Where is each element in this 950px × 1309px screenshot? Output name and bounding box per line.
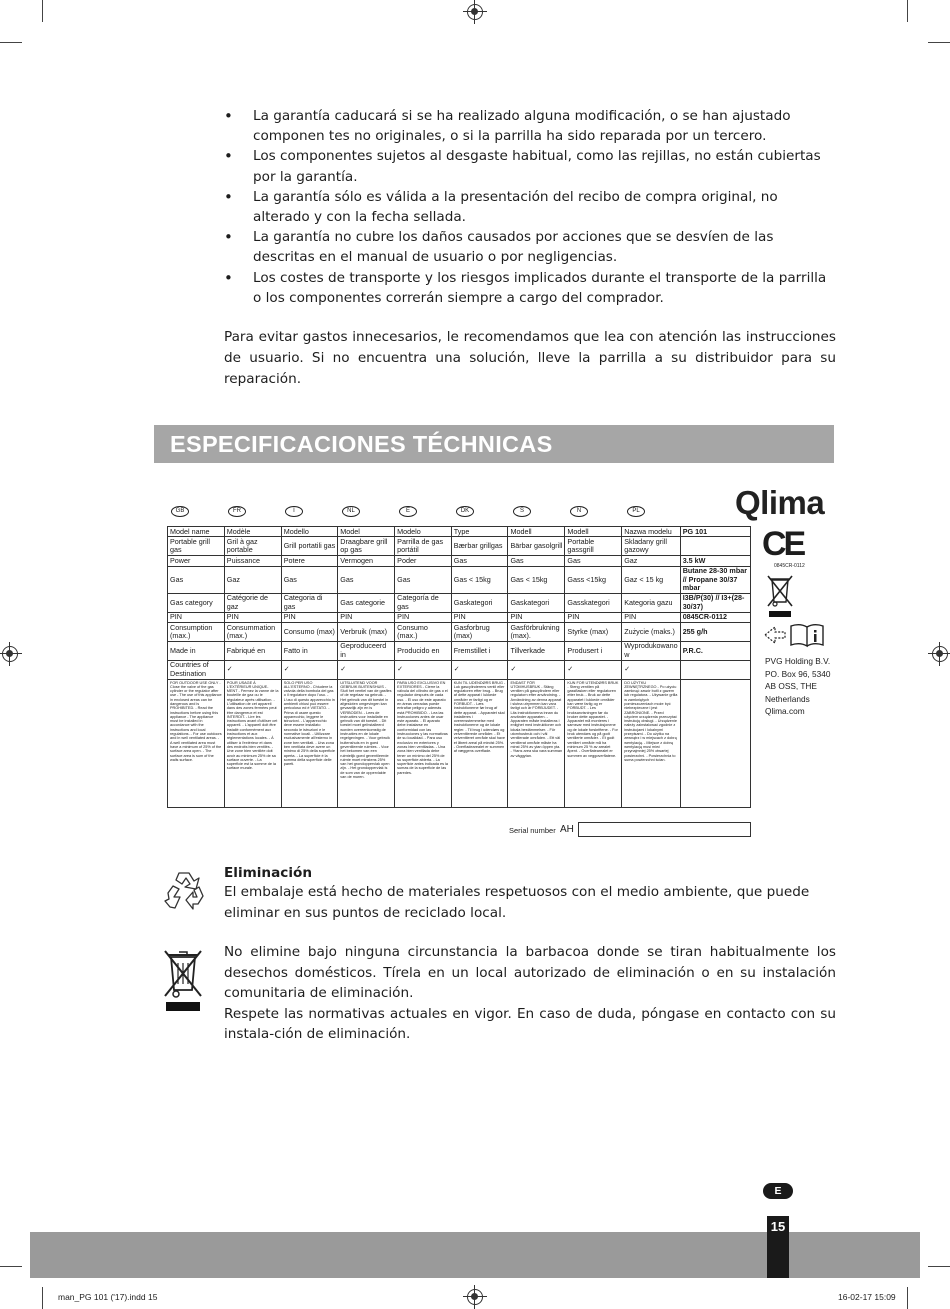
table-value-cell: 255 g/h xyxy=(680,623,750,642)
table-cell: PIN xyxy=(565,612,622,622)
table-cell: Categoria di gas xyxy=(281,593,338,612)
table-cell: Gasforbrug (max) xyxy=(451,623,508,642)
table-row xyxy=(168,623,751,642)
safety-note-cell: PARA USO EXCLUSIVO EN EXTERIORES - Cierre la válvula del cilindro de gas o el regulador después de cada uso. - El uso de este aparato en áreas cerradas puede entrañar peligro y además está PROHIBIDO. - Lea las instrucciones antes de usar este aparato. - El aparato debe instalarse en conformidad con las instrucciones y las normativas de su localidad. - Para uso exclusivo en exteriores y zonas bien ventiladas. - Una zona bien ventilada debe tener un mínimo del 25% de su superficie abierta. - La superficie antes indicada es la sumas de la superficie de las paredes. xyxy=(395,679,452,807)
table-cell: Fabriqué en xyxy=(224,641,281,660)
safety-note-cell: KUN FOR UTENDØRS BRUK - Steng ventilen på gassflasken eller regulatoren etter bruk. - Bruk av dette apparatet i lukkede områder kan være farlig og er FORBUDT. - Les bruksanvisningen før du bruker dette apparatet. - Apparatet må monteres i samsvar med instruksjonene og de lokale forskriftene. - For bruk utendørs og på godt ventilerte områder. - Et godt ventilert område må ha minimum 25 % av arealet åpent. - Overflatearealet er summen av veggoverflatene. xyxy=(565,679,622,807)
advice-paragraph: Para evitar gastos innecesarios, le recomendamos que lea con atención las instrucciones de usuario. Si no encuentra una solución, lleve la parrilla a su distribuidor para su reparación. xyxy=(224,329,836,387)
registration-mark-icon xyxy=(467,1289,483,1305)
crop-mark xyxy=(42,0,43,22)
table-cell: Geproduceerd in xyxy=(338,641,395,660)
crop-mark xyxy=(907,0,908,22)
table-cell: Potere xyxy=(281,556,338,566)
crop-mark xyxy=(42,1287,43,1309)
list-item: • La garantía caducará si se ha realizado alguna modificación, o se han ajustado componen tes no originales, o si la parrilla ha sido reparada por un tercero. xyxy=(224,106,836,146)
brand-logo: Qlima xyxy=(735,484,825,521)
page-number: 15 xyxy=(767,1216,789,1278)
language-codes xyxy=(167,506,707,520)
table-cell: Bærbar grillgas xyxy=(451,537,508,556)
table-cell: Grill portatili gas xyxy=(281,537,338,556)
table-cell: Wyprodukowano w xyxy=(622,641,680,660)
crop-mark xyxy=(928,1266,950,1267)
table-cell: Gaskategori xyxy=(508,593,565,612)
table-cell: Gas xyxy=(281,566,338,593)
read-manual-icon xyxy=(763,622,825,648)
table-row xyxy=(168,641,751,660)
registration-mark-icon xyxy=(467,4,483,20)
language-badge: GB xyxy=(171,506,189,517)
list-item: • Los componentes sujetos al desgaste habitual, como las rejillas, no están cubiertas por la garantía. xyxy=(224,146,836,186)
table-cell: Parrilla de gas portátil xyxy=(395,537,452,556)
crop-mark xyxy=(907,1287,908,1309)
language-badge: S xyxy=(513,506,531,517)
table-cell: Consumo (max.) xyxy=(395,623,452,642)
crop-mark xyxy=(0,42,22,43)
list-item: • La garantía no cubre los daños causados por acciones que se desvíen de las descritas en el manual de usuario o por negligencias. xyxy=(224,227,836,267)
serial-label: Serial number xyxy=(509,826,556,835)
table-row xyxy=(168,527,751,537)
crop-mark xyxy=(0,1266,22,1267)
address-line: Qlima.com xyxy=(765,706,805,716)
file-slug: man_PG 101 ('17).indd 15 xyxy=(58,1292,158,1302)
language-badge: DK xyxy=(456,506,474,517)
table-cell: Gasskategori xyxy=(565,593,622,612)
table-cell xyxy=(680,679,750,807)
table-cell: Gas xyxy=(168,566,225,593)
table-cell: Gas xyxy=(395,566,452,593)
table-value-cell: 3.5 kW xyxy=(680,556,750,566)
table-cell: Gas categorie xyxy=(338,593,395,612)
table-cell: Portable grill gas xyxy=(168,537,225,556)
table-cell: PIN xyxy=(224,612,281,622)
table-cell: Modèle xyxy=(224,527,281,537)
table-cell: Gass <15kg xyxy=(565,566,622,593)
table-cell: ✓ xyxy=(508,660,565,679)
table-cell: Draagbare grill op gas xyxy=(338,537,395,556)
list-item: • Los costes de transporte y los riesgos implicados durante el transporte de la parrilla o los componentes correrán siempre a cargo del comprador. xyxy=(224,268,836,308)
table-cell: Poder xyxy=(395,556,452,566)
table-cell: Produsert i xyxy=(565,641,622,660)
safety-note-cell: SOLO PER USO ALL'ESTERNO - Chiudere la valvola della bombola del gas o il regolatore dopo l'uso. - L'uso di questo apparecchio in ambienti chiusi può essere pericoloso ed è VIETATO. - Prima di usare questo apparecchio, leggere le istruzioni. - L'apparecchio deve essere installato secondo le istruzioni e le normative locali. - Utilizzare esclusivamente all'esterno in zone ben ventilati. - Una zona ben ventilata deve avere un minimo di 25% della superficie aperta. - La superficie è la somma della superficie delle pareti. xyxy=(281,679,338,807)
recycle-icon xyxy=(161,867,207,913)
table-cell: Gas xyxy=(338,566,395,593)
table-cell: Gas < 15kg xyxy=(451,566,508,593)
list-item: • La garantía sólo es válida a la presentación del recibo de compra original, no alterado y con la fecha sellada. xyxy=(224,187,836,227)
table-cell: Consumption (max.) xyxy=(168,623,225,642)
table-cell: ✓ xyxy=(224,660,281,679)
address-line: PO. Box 96, 5340 xyxy=(765,668,831,679)
table-cell: Modell xyxy=(565,527,622,537)
table-cell: Fatto in xyxy=(281,641,338,660)
safety-note-cell: POUR USAGE À L'EXTÉRIEUR UNIQUE-MENT - Fermez la vanne de la bouteille de gaz ou le régulateur après utilisation. - L'utilisation de cet appareil dans des zones fermées peut être dangereux et est INTERDIT. - Lire les instructions avant d'utiliser cet appareil. - L'appareil doit être installé conformément aux instructions et aux réglementations locales. - À utiliser à l'extérieur et dans des endroits bien ventilés. - Une zone bien ventilée doit avoir au minimum 25% de sa surface ouverte. - La superficie est la somme de la surface murale. xyxy=(224,679,281,807)
table-cell: Gas xyxy=(508,556,565,566)
table-cell: PIN xyxy=(168,612,225,622)
table-cell: Vermogen xyxy=(338,556,395,566)
table-row xyxy=(168,612,751,622)
table-cell: Countries of Destination xyxy=(168,660,225,679)
table-cell: Consumo (max) xyxy=(281,623,338,642)
language-badge: FR xyxy=(228,506,246,517)
table-cell: ✓ xyxy=(451,660,508,679)
table-cell: ✓ xyxy=(622,660,680,679)
disposal-text-packaging: El embalaje está hecho de materiales respetuosos con el medio ambiente, que puede eliminar en sus puntos de reciclado local. xyxy=(224,884,810,921)
disposal-title: Eliminación xyxy=(224,865,313,881)
table-cell: PIN xyxy=(338,612,395,622)
company-address xyxy=(765,655,831,718)
safety-note-cell: KUN TIL UDENDØRS BRUG - Luk gascylinderens ventil eller regulatoren efter brug. - Brug af dette apparat i lukkede områder er farligt og er FORBUDT. - Læs instruktionerne før brug af dette apparat. - Apparatet skal installeres i overensstemmelse med instruktionerne og de lokale regler. - Til brug i udendørs og velventilerede områder. - Et velventileret område skal have et åbent areal på mindst 25%. - Overfladearealet er summen af væggens overflade. xyxy=(451,679,508,807)
table-cell: Consummation (max.) xyxy=(224,623,281,642)
table-value-cell: PG 101 xyxy=(680,527,750,537)
table-cell: Type xyxy=(451,527,508,537)
table-cell: Gas xyxy=(565,556,622,566)
table-cell: Kategoria gazu xyxy=(622,593,680,612)
table-cell: Gaz xyxy=(224,566,281,593)
table-cell: Modello xyxy=(281,527,338,537)
table-value-cell: 0845CR-0112 xyxy=(680,612,750,622)
section-heading: ESPECIFICACIONES TÉCHNICAS xyxy=(154,425,834,463)
table-value-cell: I3B/P(30) // I3+(28-30/37) xyxy=(680,593,750,612)
serial-number-field xyxy=(578,822,751,837)
disposal-text-appliance xyxy=(224,942,836,1045)
crossed-bin-icon xyxy=(162,948,204,1012)
safety-note-cell: FOR OUTDOOR USE ONLY - Close the valve of the gas cylinder or the regulator after use - The use of this appliance in enclosed areas can be dangerous and is PROHIBITED. - Read the instructions before using this appliance - The appliance must be installed in accordance with the instructions and local regulations. - For use outdoors and in well ventilated areas. - A well ventilated area must have a minimum of 25% of the surface area open. - The surface area is sum of the walls surface. xyxy=(168,679,225,807)
table-cell: ✓ xyxy=(395,660,452,679)
table-row xyxy=(168,660,751,679)
table-cell: PIN xyxy=(508,612,565,622)
table-cell: Gas category xyxy=(168,593,225,612)
table-cell: Gasförbrukning (max). xyxy=(508,623,565,642)
table-cell: PIN xyxy=(395,612,452,622)
registration-mark-icon xyxy=(2,646,18,662)
spec-table xyxy=(167,526,751,808)
table-cell: Fremstillet i xyxy=(451,641,508,660)
table-cell: Modelo xyxy=(395,527,452,537)
table-cell: Skladany grill gazowy xyxy=(622,537,680,556)
registration-mark-icon xyxy=(932,646,948,662)
serial-prefix: AH xyxy=(560,824,574,835)
table-cell: PIN xyxy=(281,612,338,622)
table-cell: Modell xyxy=(508,527,565,537)
table-cell: Gaskategori xyxy=(451,593,508,612)
safety-note-cell: ENDAST FÖR UTOMHUSBRUK - Stäng ventilen på gascylindern eller regulatorn efter användning. - Användning av denna apparat i slutna utrymmen kan vara farligt och är FÖRBJUDET. - Läs instruktionerna innan du använder apparaten. - Apparaten måste installeras i enlighet med instruktioner och lokala bestämmelser. - För utomhusbruk och i väl ventilerade områden. - Ett väl ventilerat område måste ha minst 25% av ytan öppen yta. - Ytans area ska vara summan av väggytan. xyxy=(508,679,565,807)
table-cell: Gaz < 15 kg xyxy=(622,566,680,593)
address-line: PVG Holding B.V. xyxy=(765,656,831,666)
safety-note-cell: UITSLUITEND VOOR GEBRUIK BUITENSHUIS - Sluit het ventiel van de gasfles of de regelaar na gebruik. - Het gebruik van dit toestel in afgesloten omgevingen kan gevaarlijk zijn en is VERBODEN. - Lees de instructies voor installatie en gebruik van dit toestel. - Dit toestel moet geïnstalleerd worden overeenkomstig de instructies en de lokale regelgevingen. - Voor gebruik buitenshuis en in goed geventileerde ruimtes. - Voor het bekomen van een ruimtelijk goed geventileerde ruimte moet minstens 25% van het grondoppervlak open zijn. - Het grondoppervlak is de som van de oppervlakte van de muren. xyxy=(338,679,395,807)
table-row xyxy=(168,593,751,612)
table-cell: Nazwa modelu xyxy=(622,527,680,537)
table-row xyxy=(168,566,751,593)
language-badge: NL xyxy=(342,506,360,517)
table-cell: Categoría de gas xyxy=(395,593,452,612)
warranty-list xyxy=(224,106,836,308)
table-row xyxy=(168,537,751,556)
table-row xyxy=(168,556,751,566)
table-cell: Gas xyxy=(451,556,508,566)
table-cell: Bärbar gasolgrill xyxy=(508,537,565,556)
crop-mark xyxy=(928,42,950,43)
table-cell: Gaz xyxy=(622,556,680,566)
table-value-cell: Butane 28-30 mbar // Propane 30/37 mbar xyxy=(680,566,750,593)
table-cell: ✓ xyxy=(338,660,395,679)
table-cell: Puissance xyxy=(224,556,281,566)
table-cell: PIN xyxy=(622,612,680,622)
table-cell: Zużycie (maks.) xyxy=(622,623,680,642)
address-line: AB OSS, THE xyxy=(765,681,817,691)
language-tab: E xyxy=(763,1183,793,1199)
table-cell: Gas < 15kg xyxy=(508,566,565,593)
table-value-cell xyxy=(680,537,750,556)
language-badge: E xyxy=(399,506,417,517)
disposal-paragraph: No elimine bajo ninguna circunstancia la barbacoa donde se tiran habitualmente los desechos domésticos. Tírela en un local autorizado de eliminación o en su instalación comunitaria de eliminación. xyxy=(224,944,836,1001)
table-cell: Catégorie de gaz xyxy=(224,593,281,612)
table-cell: Producido en xyxy=(395,641,452,660)
language-badge: N xyxy=(570,506,588,517)
ce-mark-icon: CE xyxy=(762,525,804,563)
table-cell: Portable gassgrill xyxy=(565,537,622,556)
table-cell: Model xyxy=(338,527,395,537)
table-cell: PIN xyxy=(451,612,508,622)
table-cell: ✓ xyxy=(281,660,338,679)
table-cell: Power xyxy=(168,556,225,566)
disposal-paragraph: Respete las normativas actuales en vigor. En caso de duda, póngase en contacto con su instala-ción de eliminación. xyxy=(224,1005,836,1042)
table-value-cell xyxy=(680,660,750,679)
table-cell: Styrke (max) xyxy=(565,623,622,642)
table-cell: Gril à gaz portable xyxy=(224,537,281,556)
crossed-bin-icon xyxy=(766,574,794,618)
table-row xyxy=(168,679,751,807)
table-value-cell: P.R.C. xyxy=(680,641,750,660)
language-badge: I xyxy=(285,506,303,517)
table-cell: Made in xyxy=(168,641,225,660)
table-cell: Tillverkade xyxy=(508,641,565,660)
date-slug: 16-02-17 15:09 xyxy=(838,1292,896,1302)
address-line: Netherlands xyxy=(765,693,810,704)
table-cell: Verbruik (max) xyxy=(338,623,395,642)
table-cell: ✓ xyxy=(565,660,622,679)
safety-note-cell: DO UŻYTKU ZEWNĘTRZNEGO - Po użyciu zamknąć zawór butli z gazem lub regulatora. - Używanie grilla w zamkniętych pomieszczeniach może być niebezpieczne i jest ZABRONIONE. - Przed użyciem urządzenia przeczytać instrukcję obsługi. - Urządzenie należy zainstalować zgodnie z instrukcjami i lokalnymi przepisami. - Do użytku na zewnątrz i w miejscach z dobrą wentylacją. - Miejsce z dobrą wentylacją musi mieć przynajmniej 25% otwartej powierzchni. - Powierzchnia to suma powierzchni ścian. xyxy=(622,679,680,807)
language-badge: PL xyxy=(627,506,645,517)
table-cell: Model name xyxy=(168,527,225,537)
ce-code: 0845CR-0112 xyxy=(774,563,805,569)
